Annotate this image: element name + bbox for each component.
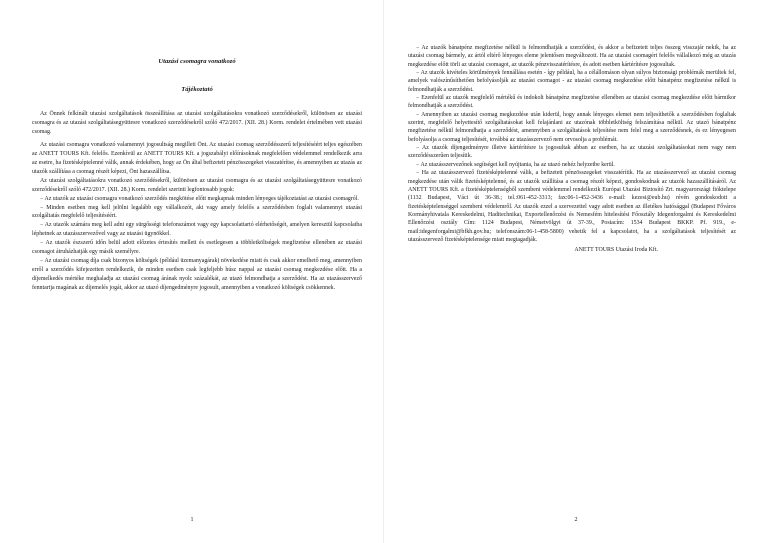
list-item: − Az utazási csomag díja csak bizonyos költségek (például üzemanyagárak) növekedése miatt és csak akkor emelhető meg, amennyiben erről a szerződés kifejezetten rendelkezik, de minden esetben csak legfeljebb húsz nappal az utazási csomag megkezdése előtt. Ha a díjemelkedés mértéke meghaladja az utazási csomag árának nyolc százalékát, az utazó felmondhatja a szerződést. Ha az utazásszervező fenntartja magának az díjemelés jogát, akkor az utazó díjengedményre jogosult, amennyiben a vonatkozó költségek csökkennek. xyxy=(32,258,362,292)
list-item: − Az utazók bánatpénz megfizetése nélkül is felmondhatják a szerződést, és akkor a befizetett teljes összeg visszajár nekik, ha az utazási csomag bármely, az ártól eltérő lényeges eleme jelentősen megváltozott. Ha az utazási csomagért felelős vállalkozó még az utazás megkezdése előtt törli az utazási csomagot, az utazók pénzvisszatérítésre, és adott esetben kártérítésre jogosultak. xyxy=(408,45,736,68)
page-number: 2 xyxy=(574,517,578,523)
list-item: − Amennyiben az utazási csomag megkezdése után kiderül, hogy annak lényeges elemei nem teljesíthetők a szerződésben foglaltak szerint, megfelelő helyettesítő szolgáltatásokat kell felajánlani az utazónak többletköltség felszámítása nélkül. Az utazó bánatpénz megfizetése nélkül felmondhatja a szerződést, amennyiben a szolgáltatások teljesítése nem felel meg a szerződésnek, és ez lényegesen befolyásolja a csomag teljesítését, továbbá az utazásszervező nem orvosolja a problémát. xyxy=(408,111,736,143)
list-item: − Minden esetben meg kell jelölni legalább egy vállalkozót, aki vagy amely felelős a szerződésben foglalt valamennyi utazási szolgáltatás megfelelő teljesítéséért. xyxy=(32,204,362,220)
list-item: − Az utazók kivételes körülmények fennállása esetén - így például, ha a célállomáson olyan súlyos biztonsági problémák merültek fel, amelyek valószínűsíthetően befolyásolják az utazási csomagot - az utazási csomag megkezdése előtt bánatpénz megfizetése nélkül is felmondhatják a szerződést. xyxy=(408,70,736,93)
document-subtitle: Tájékoztató xyxy=(181,86,213,93)
list-item: − Az utazók észszerű időn belül adott előzetes értesítés mellett és esetlegesen a többletköltségek megfizetése ellenében az utazási csomagot átruházhatják egy másik személyre. xyxy=(32,240,362,256)
paragraph: Az utazási csomagra vonatkozó valamennyi jogosultság megilleti Önt. Az utazási csomag szerződésszerű teljesítéséért teljes egészében az ANETT TOURS Kft. felelős. Ezenkívül az ANETT TOURS Kft. a jogszabályi előírásoknak megfelelően védelemmel rendelkezik arra az esetre, ha fizetésképtelenné válik, annak érdekében, hogy az Ön által befizetett pénzösszegeket visszatérítse, és amennyiben az utazás az utazók szállítása a csomag részét képezi, Önt hazaszállítsa. xyxy=(32,141,362,175)
list-item: − Az utazók számára meg kell adni egy sürgősségi telefonszámot vagy egy kapcsolattartó elérhetőségét, amelyen keresztül kapcsolatba léphetnek az utazásszervezővel vagy az utazási ügynökkel. xyxy=(32,222,362,238)
list-item: − Az utazásszervezőnek segítséget kell nyújtania, ha az utazó nehéz helyzetbe kerül. xyxy=(416,161,615,168)
list-item: − Az utazók díjengedményre illetve kártérítésre is jogosultak abban az esetben, ha az utazási szolgáltatásokat nem vagy nem szerződésszerűen teljesítik. xyxy=(408,145,736,160)
right-page xyxy=(384,0,768,543)
page-number: 1 xyxy=(190,517,194,523)
list-item: − Ezenfelül az utazók megfelelő mértékű és indokolt bánatpénz megfizetése ellenében az utazási csomag megkezdése előtt bármikor felmondhatják a szerződést. xyxy=(408,95,736,110)
document-title: Utazási csomagra vonatkozó xyxy=(158,58,236,65)
paragraph: Az utazási szolgáltatásokra vonatkozó szerződésekről, különösen az utazási csomagra és az utazási szolgáltatásegyüttesre vonatkozó szerződésekről szóló 472/2017. (XII. 28.) Korm. rendelet szerinti legfontosabb jogok: xyxy=(32,177,362,193)
paragraph: Az Önnek felkínált utazási szolgáltatások összeállítása az utazási szolgáltatásokra vonatkozó szerződésekről, különösen az utazási csomagra és az utazási szolgáltatásegyüttesre vonatkozó szerződésekről szóló 472/2017. (XII. 28.) Korm. rendelet értelmében vett utazási csomag. xyxy=(32,111,362,135)
list-item: − Ha az utazásszervező fizetésképtelenné válik, a befizetett pénzösszegeket visszatérítik. Ha az utazásszervező az utazási csomag megkezdése után válik fizetésképtelenné, és az utazók szállítása a csomag részét képezi, gondoskodnak az utazók hazaszállításáról. Az ANETT TOURS Kft. a fizetésképtelenségből szembeni védelemmel rendelkezik Európai Utazási Biztosító Zrt. magyarországi fióktelepe (1132 Budapest, Váci út 36-38.; tel.:061-452-3313; fax:06-1-452-3436 e-mail: kezesi@eub.hu) révén gondoskodott a fizetésképtelenséggel szembeni védelemről. Az utazók ezzel a szervezettel vagy adott esetben az illetékes hatósággal (Budapest Főváros Kormányhivatala Kereskedelmi, Haditechnikai, Exportellenőrzési és Nemesfém hitelesítési Főosztály Idegenforgalmi és Kereskedelmi Ellenőrzési osztály Cím: 1124 Budapest, Németvölgyi út 37-39., Postacím: 1534 Budapest BKKP. Pf. 919., e-mail:idegenforgalmi@bfkh.gov.hu; telefonszám:06-1-458-5800) vehetik fel a kapcsolatot, ha a szolgáltatások teljesítését az utazásszervező fizetésképtelensége miatt megtagadják. xyxy=(408,170,736,243)
list-item: − Az utazók az utazási csomagra vonatkozó szerződés megkötése előtt megkapnak minden lényeges tájékoztatást az utazási csomagról. xyxy=(40,195,359,202)
signature: ANETT TOURS Utazási Iroda Kft. xyxy=(574,247,658,254)
